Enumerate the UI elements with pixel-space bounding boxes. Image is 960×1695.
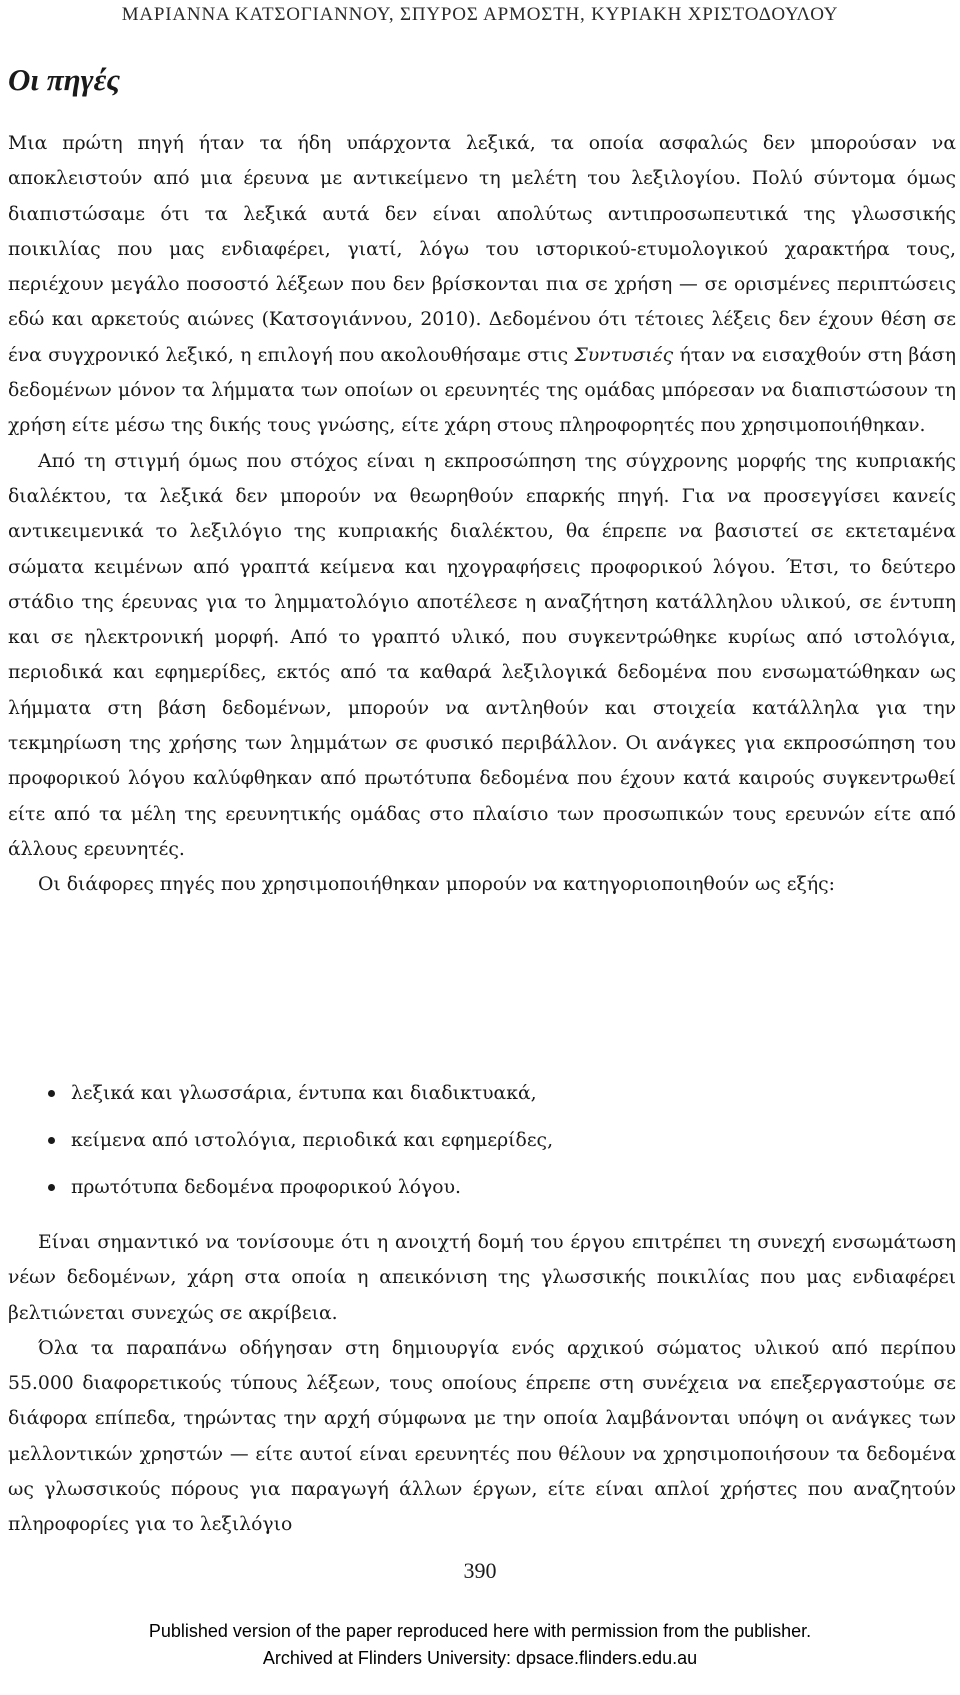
paragraph-1-part-2: ήταν να εισαχθούν στη βάση δεδομένων μόνον τα λήμματα των οποίων οι ερευνητές της ομάδας μπόρεσαν να διαπιστώσουν τη χρήση είτε μέσω της δικής τους γνώσης, είτε χάρη στους πληροφορητές που χρησιμοποιήθηκαν. [8,344,956,437]
bullet-icon [48,1184,55,1191]
bullet-icon [48,1090,55,1097]
paragraph-5: Όλα τα παραπάνω οδήγησαν στη δημιουργία ενός αρχικού σώματος υλικού από περίπου 55.000 διαφορετικούς τύπους λέξεων, τους οποίους έπρεπε στη συνέχεια να επεξεργαστούμε σε διάφορα επίπεδα, τηρώντας την αρχή σύμφωνα με την οποία λαμβάνονται υπόψη οι ανάγκες των μελλοντικών χρηστών — είτε αυτοί είναι ερευνητές που θέλουν να χρησιμοποιήσουν τα δεδομένα ως γλωσσικούς πόρους για παραγωγή άλλων έργων, είτε είναι απλοί χρήστες που αναζητούν πληροφορίες για το λεξιλόγιο [8,1337,956,1536]
sources-list [8,1070,956,1211]
section-title: Οι πηγές [8,62,121,97]
list-item [8,1164,956,1211]
bullet-icon [48,1137,55,1144]
running-head: ΜΑΡΙΑΝΝΑ ΚΑΤΣΟΓΙΑΝΝΟΥ, ΣΠΥΡΟΣ ΑΡΜΟΣΤΗ, ΚΥΡΙΑΚΗ ΧΡΙΣΤΟΔΟΥΛΟΥ [121,4,839,25]
list-item [8,1070,956,1117]
footer-line-2: Archived at Flinders University: dpsace.flinders.edu.au [262,1648,698,1668]
body-text-bottom [8,1225,956,1543]
body-text-top [8,126,956,903]
paragraph-1-emphasis: Συντυσιές [574,344,674,366]
paragraph-3: Οι διάφορες πηγές που χρησιμοποιήθηκαν μπορούν να κατηγοριοποιηθούν ως εξής: [38,874,835,896]
list-item-text: λεξικά και γλωσσάρια, έντυπα και διαδικτυακά, [71,1083,537,1104]
list-item-text: πρωτότυπα δεδομένα προφορικού λόγου. [71,1177,461,1198]
footer-line-1: Published version of the paper reproduced here with permission from the publisher. [148,1621,812,1641]
paragraph-4: Είναι σημαντικό να τονίσουμε ότι η ανοιχτή δομή του έργου επιτρέπει τη συνεχή ενσωμάτωση νέων δεδομένων, χάρη στα οποία η απεικόνιση της γλωσσικής ποικιλίας που μας ενδιαφέρει βελτιώνεται συνεχώς σε ακρίβεια. [8,1232,956,1324]
list-item [8,1117,956,1164]
publisher-footer [0,1618,960,1672]
list-item-text: κείμενα από ιστολόγια, περιοδικά και εφημερίδες, [71,1130,554,1151]
paragraph-2: Από τη στιγμή όμως που στόχος είναι η εκπροσώπηση της σύγχρονης μορφής της κυπριακής διαλέκτου, τα λεξικά δεν μπορούν να θεωρηθούν επαρκής πηγή. Για να προσεγγίσει κανείς αντικειμενικά το λεξιλόγιο της κυπριακής διαλέκτου, θα έπρεπε να βασιστεί σε εκτεταμένα σώματα κειμένων από γραπτά κείμενα και ηχογραφήσεις προφορικού λόγου. Έτσι, το δεύτερο στάδιο της έρευνας για το λημματολόγιο αποτέλεσε η αναζήτηση κατάλληλου υλικού, σε έντυπη και σε ηλεκτρονική μορφή. Από το γραπτό υλικό, που συγκεντρώθηκε κυρίως από ιστολόγια, περιοδικά και εφημερίδες, εκτός από τα καθαρά λεξιλογικά δεδομένα που ενσωματώθηκαν ως λήμματα στη βάση δεδομένων, μπορούν να αντληθούν και στοιχεία κατάλληλα για την τεκμηρίωση της χρήσης των λημμάτων σε φυσικό περιβάλλον. Οι ανάγκες για εκπροσώπηση του προφορικού λόγου καλύφθηκαν από πρωτότυπα δεδομένα που έχουν κατά καιρούς συγκεντρωθεί είτε από τα μέλη της ερευνητικής ομάδας στο πλαίσιο των προσωπικών τους ερευνών είτε από άλλους ερευνητές. [8,450,956,860]
paragraph-1-part-1: Μια πρώτη πηγή ήταν τα ήδη υπάρχοντα λεξικά, τα οποία ασφαλώς δεν μπορούσαν να αποκλειστούν από μια έρευνα με αντικείμενο τη μελέτη του λεξιλογίου. Πολύ σύντομα όμως διαπιστώσαμε ότι τα λεξικά αυτά δεν είναι απολύτως αντιπροσωπευτικά της γλωσσικής ποικιλίας που μας ενδιαφέρει, γιατί, λόγω του ιστορικού-ετυμολογικού χαρακτήρα τους, περιέχουν μεγάλο ποσοστό λέξεων που δεν βρίσκονται πια σε χρήση — σε ορισμένες περιπτώσεις εδώ και αρκετούς αιώνες (Κατσογιάννου, 2010). Δεδομένου ότι τέτοιες λέξεις δεν έχουν θέση σε ένα συγχρονικό λεξικό, η επιλογή που ακολουθήσαμε στις [8,133,956,366]
page-number: 390 [463,1558,497,1583]
paragraph-1 [8,126,956,444]
